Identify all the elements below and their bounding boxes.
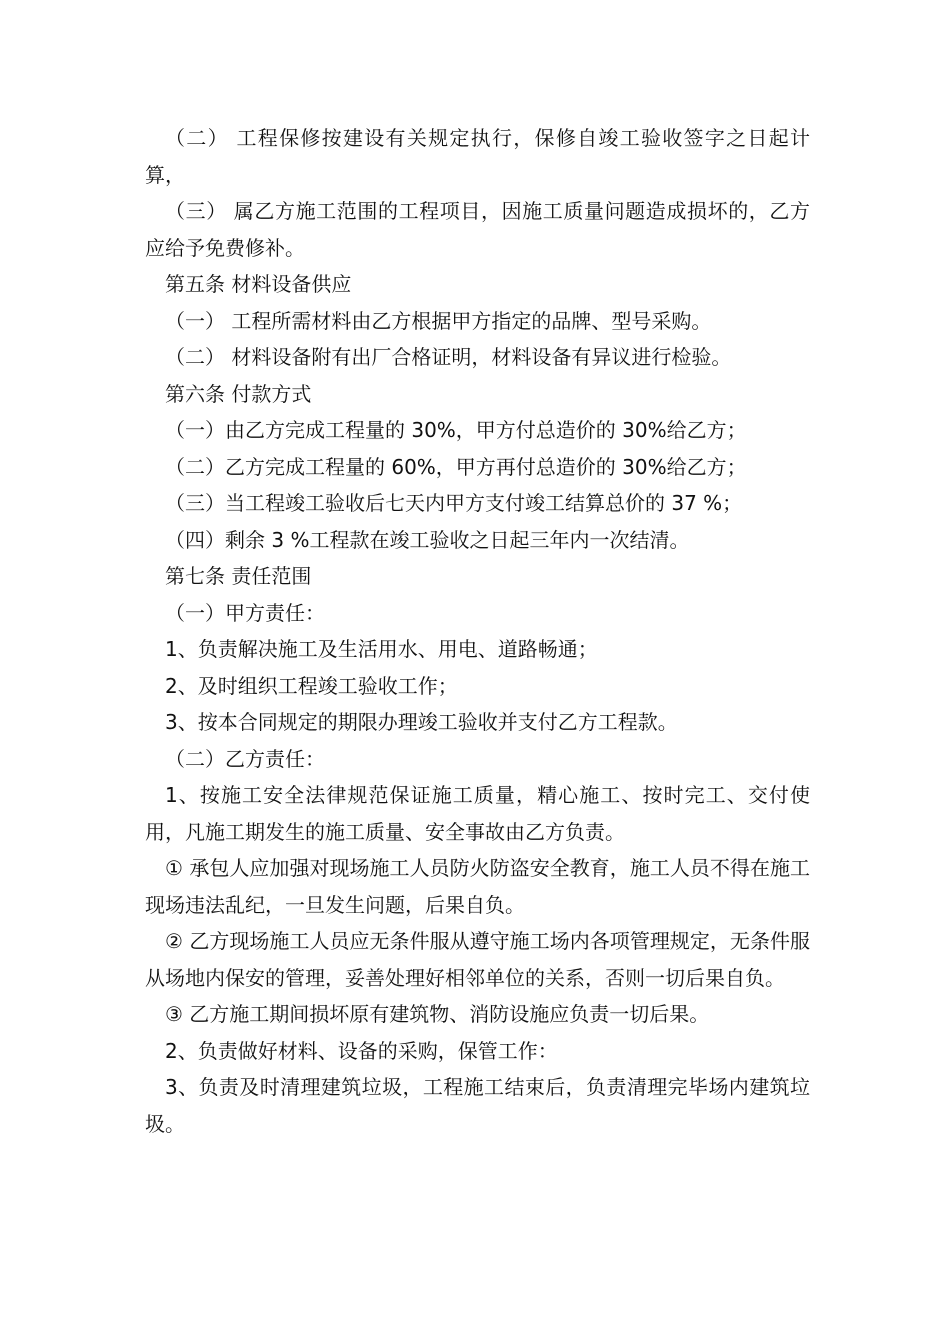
paragraph-materials-certificate: （二） 材料设备附有出厂合格证明，材料设备有异议进行检验。 [165,345,732,369]
article-6-heading: 第六条 付款方式 [165,381,312,406]
party-a-item-2: 2、及时组织工程竣工验收工作； [165,673,458,698]
party-b-item-3: 3、负责及时清理建筑垃圾，工程施工结束后，负责清理完毕场内建筑垃圾。 [145,1075,810,1136]
party-b-item-2: 2、负责做好材料、设备的采购，保管工作： [165,1038,558,1063]
paragraph-payment-2: （二）乙方完成工程量的 60%，甲方再付总造价的 30%给乙方； [165,454,747,479]
paragraph-free-repair: （三） 属乙方施工范围的工程项目，因施工质量问题造成损坏的，乙方应给予免费修补。 [145,199,810,260]
party-b-item-1-sub-1: ① 承包人应加强对现场施工人员防火防盗安全教育，施工人员不得在施工现场违法乱纪，一旦发生问题，后果自负。 [145,856,810,917]
paragraph-payment-1: （一）由乙方完成工程量的 30%，甲方付总造价的 30%给乙方； [165,418,747,442]
paragraph-payment-4: （四）剩余 3 %工程款在竣工验收之日起三年内一次结清。 [165,527,690,552]
paragraph-payment-3: （三）当工程竣工验收后七天内甲方支付竣工结算总价的 37 %； [165,491,743,515]
article-5-heading: 第五条 材料设备供应 [165,272,352,296]
party-b-item-1-sub-3: ③ 乙方施工期间损坏原有建筑物、消防设施应负责一切后果。 [165,1002,710,1026]
party-a-heading: （一）甲方责任： [165,600,325,625]
party-b-heading: （二）乙方责任： [165,746,325,771]
document-body [145,120,810,1142]
party-a-item-3: 3、按本合同规定的期限办理竣工验收并支付乙方工程款。 [165,710,678,734]
paragraph-warranty-period: （二） 工程保修按建设有关规定执行，保修自竣工验收签字之日起计算， [145,126,810,187]
party-b-item-1-sub-2: ② 乙方现场施工人员应无条件服从遵守施工场内各项管理规定，无条件服从场地内保安的管理，妥善处理好相邻单位的关系，否则一切后果自负。 [145,929,810,990]
paragraph-materials-purchase: （一） 工程所需材料由乙方根据甲方指定的品牌、型号采购。 [165,308,712,333]
article-7-heading: 第七条 责任范围 [165,564,312,588]
party-b-item-1: 1、按施工安全法律规范保证施工质量，精心施工、按时完工、交付使用，凡施工期发生的施工质量、安全事故由乙方负责。 [145,783,810,844]
party-a-item-1: 1、负责解决施工及生活用水、用电、道路畅通； [165,637,598,661]
